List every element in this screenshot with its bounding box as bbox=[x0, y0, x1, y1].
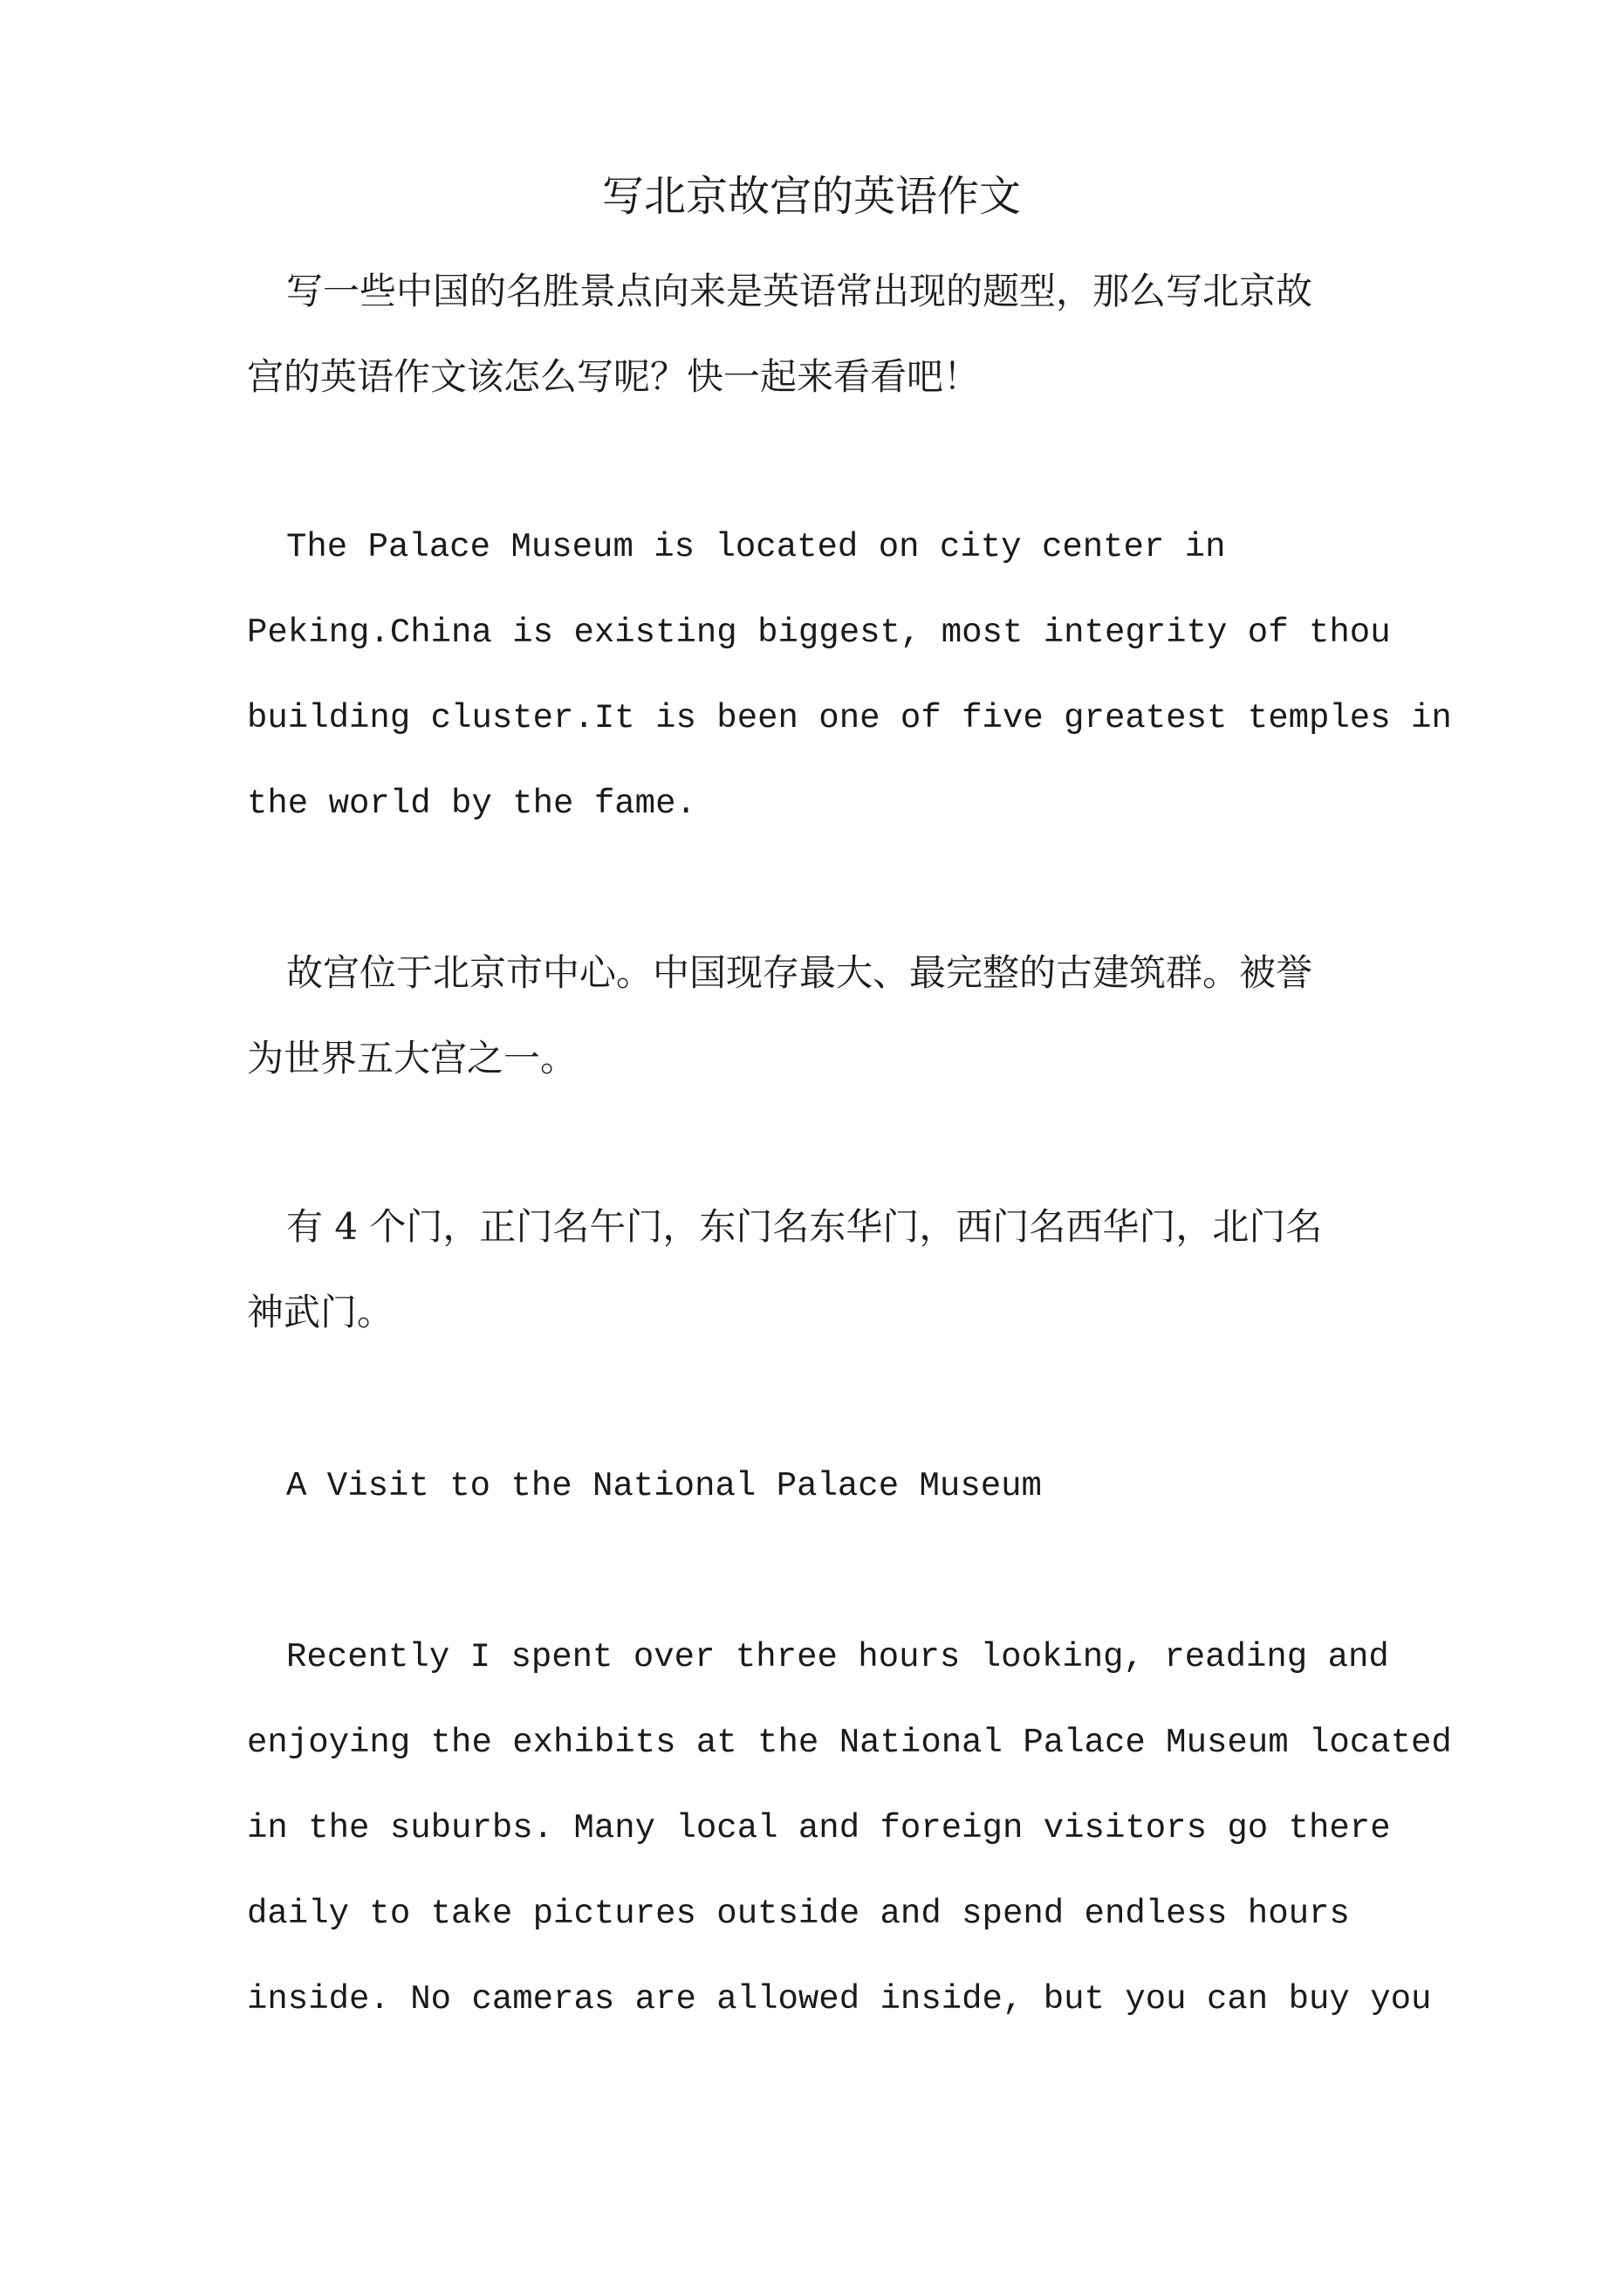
english-paragraph-2-line-5: inside. No cameras are allowed inside, but you can buy you bbox=[247, 1980, 1432, 2018]
english-paragraph-1-line-1: The Palace Museum is located on city center in bbox=[286, 528, 1226, 566]
english-paragraph-1-line-2: Peking.China is existing biggest, most integrity of thou bbox=[247, 613, 1391, 652]
english-paragraph-2 bbox=[247, 1614, 1452, 2042]
chinese-paragraph-2-line-2: 神武门。 bbox=[247, 1291, 394, 1333]
chinese-paragraph-1-line-2: 为世界五大宫之一。 bbox=[247, 1037, 578, 1079]
english-paragraph-1-line-4: the world by the fame. bbox=[247, 785, 696, 823]
essay-subtitle-text: A Visit to the National Palace Museum bbox=[286, 1467, 1042, 1505]
english-paragraph-1-line-3: building cluster.It is been one of five greatest temples in bbox=[247, 699, 1452, 737]
english-paragraph-1 bbox=[247, 504, 1452, 846]
chinese-paragraph-2-line-1: 有 4 个门，正门名午门，东门名东华门，西门名西华门，北门名 bbox=[286, 1205, 1323, 1248]
intro-line-2: 宫的英语作文该怎么写呢？快一起来看看吧！ bbox=[247, 355, 981, 398]
essay-subtitle bbox=[247, 1443, 1434, 1529]
document-title: 写北京故宫的英语作文 bbox=[601, 172, 1021, 221]
chinese-paragraph-1-line-1: 故宫位于北京市中心。中国现存最大、最完整的古建筑群。被誉 bbox=[286, 951, 1313, 994]
english-paragraph-2-line-3: in the suburbs. Many local and foreign visitors go there bbox=[247, 1809, 1391, 1847]
chinese-paragraph-2 bbox=[247, 1184, 1381, 1355]
english-paragraph-2-line-1: Recently I spent over three hours looking, reading and bbox=[286, 1638, 1389, 1676]
intro-line-1: 写一些中国的名胜景点向来是英语常出现的题型，那么写北京故 bbox=[286, 270, 1313, 312]
intro-paragraph bbox=[247, 249, 1381, 420]
chinese-paragraph-1 bbox=[247, 930, 1381, 1101]
english-paragraph-2-line-4: daily to take pictures outside and spend endless hours bbox=[247, 1895, 1350, 1933]
english-paragraph-2-line-2: enjoying the exhibits at the National Palace Museum located bbox=[247, 1724, 1452, 1762]
